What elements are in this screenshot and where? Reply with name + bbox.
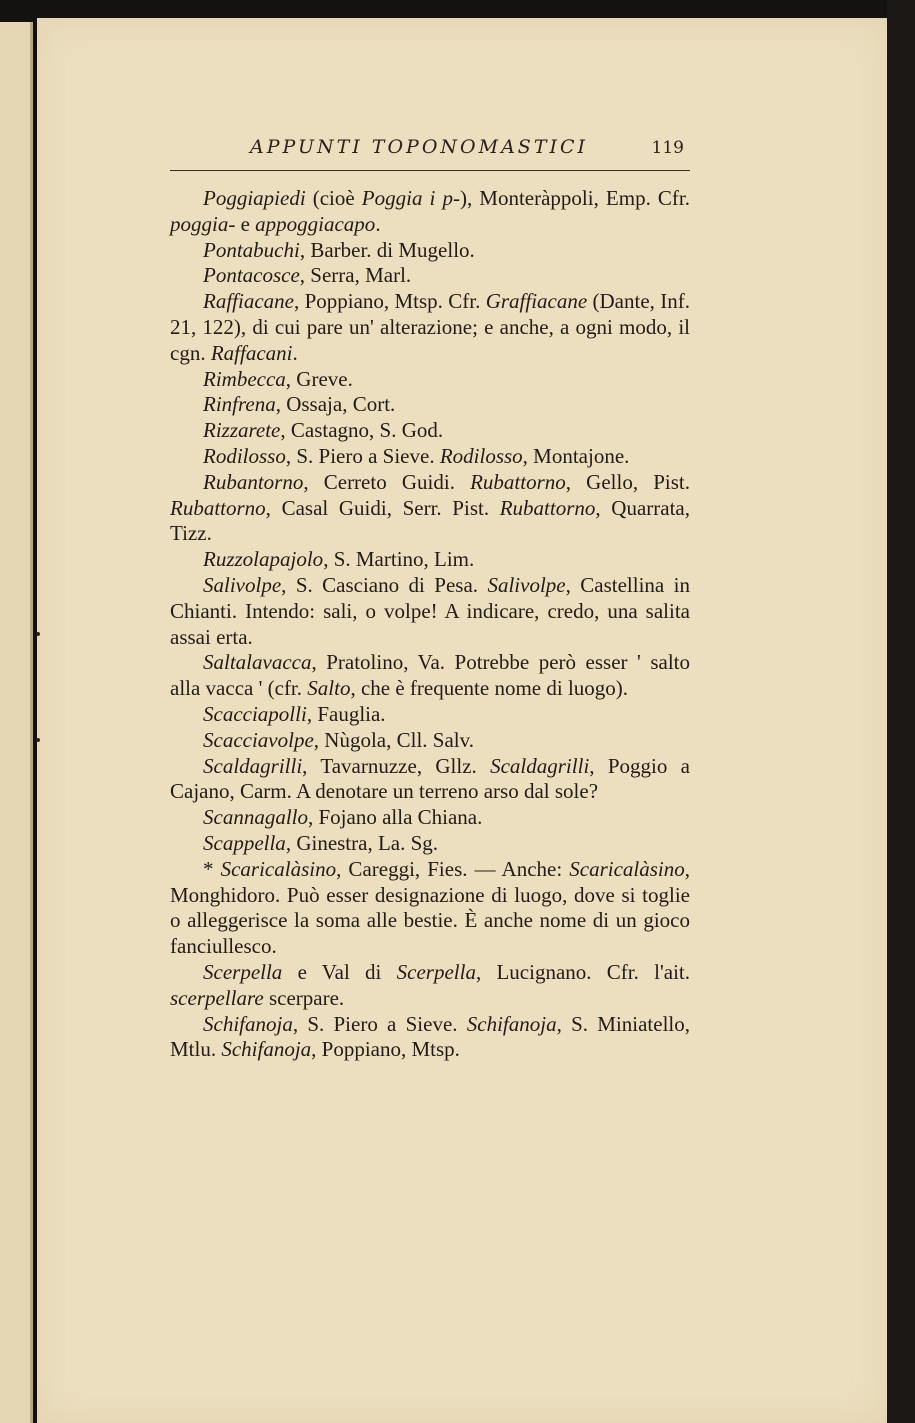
- entry-text: , Castellina in Chianti. Intendo: sali, o volpe! A indicare, credo, una salita assai erta.: [170, 572, 690, 649]
- entry-text: , Nùgola, Cll. Salv.: [313, 727, 474, 752]
- entry-italic-term: Scaldagrilli: [203, 753, 303, 778]
- dictionary-entry: [170, 650, 690, 702]
- entry-italic-term: Rodilosso: [439, 443, 523, 468]
- previous-page-edge: [0, 22, 33, 1423]
- entry-text: , Careggi, Fies. — Anche:: [336, 856, 570, 881]
- entry-text: , Pratolino, Va. Potrebbe però esser ' salto alla vacca ' (cfr.: [170, 650, 690, 701]
- entry-italic-term: Raffiacane: [203, 289, 294, 314]
- dictionary-entry: [170, 367, 690, 393]
- margin-speck: [36, 632, 40, 636]
- entry-text: , Gello, Pist.: [565, 469, 690, 494]
- entry-text: e: [235, 211, 256, 236]
- entry-text: , Greve.: [285, 366, 353, 391]
- entry-text: , Montajone.: [522, 443, 630, 468]
- entry-text: , S. Miniatello, Mtlu.: [170, 1011, 691, 1062]
- entry-italic-term: Poggia i p-: [361, 186, 460, 210]
- entry-text: , Ossaja, Cort.: [275, 392, 396, 417]
- entry-text: , Fauglia.: [306, 701, 386, 726]
- dictionary-entry: [170, 728, 690, 754]
- dictionary-entry: [170, 470, 690, 547]
- dictionary-entry: [170, 392, 690, 418]
- entry-text: , Monghidoro. Può esser designazione di luogo, dove si toglie o alleggerisce la soma alle bestie. È anche nome di un gioco fanciullesco.: [170, 856, 691, 959]
- entry-italic-term: Scaldagrilli: [490, 753, 590, 778]
- entry-text: , Fojano alla Chiana.: [308, 805, 483, 830]
- dictionary-entry: [170, 960, 690, 1012]
- entry-text: , S. Casciano di Pesa.: [281, 572, 488, 597]
- entry-italic-term: scerpellare: [170, 985, 264, 1010]
- entry-text: , Quarrata, Tizz.: [170, 495, 690, 546]
- dictionary-entry: [170, 1012, 690, 1064]
- dictionary-entry: [170, 805, 690, 831]
- entry-italic-term: poggia-: [170, 211, 236, 236]
- dictionary-entry: [170, 702, 690, 728]
- entry-italic-term: Raffacani: [210, 340, 293, 365]
- entry-italic-term: Scannagallo: [203, 805, 308, 830]
- entry-italic-term: Rizzarete: [203, 418, 281, 443]
- dictionary-entry: [170, 573, 690, 650]
- entry-text: (Dante, Inf. 21, 122), di cui pare un' alterazione; e anche, a ogni modo, il cgn.: [170, 289, 690, 365]
- entry-italic-term: Rubantorno: [203, 469, 304, 494]
- entry-italic-term: Salivolpe: [203, 572, 282, 597]
- body-text: [170, 186, 690, 1063]
- entry-text: , Cerreto Guidi.: [303, 469, 471, 494]
- entry-italic-term: Scappella: [203, 830, 286, 855]
- entry-italic-term: Rodilosso: [203, 443, 286, 468]
- entry-italic-term: Schifanoja: [221, 1037, 312, 1062]
- dictionary-entry: [170, 289, 690, 366]
- entry-italic-term: Poggiapiedi: [203, 186, 306, 210]
- entry-text: .: [375, 211, 381, 236]
- entry-italic-term: Rinfrena: [203, 392, 276, 417]
- entry-text: *: [203, 856, 221, 881]
- entry-text: , S. Martino, Lim.: [323, 547, 475, 572]
- entry-text: , che è frequente nome di luogo).: [350, 676, 629, 701]
- dictionary-entry: [170, 754, 690, 806]
- entry-italic-term: Scerpella: [396, 959, 476, 984]
- entry-text: , Castagno, S. God.: [280, 418, 444, 443]
- entry-text: (cioè: [305, 186, 362, 210]
- dictionary-entry: [170, 238, 690, 264]
- page-number: 119: [651, 138, 684, 158]
- entry-italic-term: Rubattorno: [170, 495, 266, 520]
- entry-text: , Lucignano. Cfr. l'ait.: [475, 959, 690, 984]
- entry-text: .: [292, 340, 298, 365]
- dictionary-entry: [170, 857, 690, 960]
- entry-italic-term: Scacciavolpe: [203, 727, 314, 752]
- dictionary-entry: [170, 444, 690, 470]
- margin-speck: [36, 738, 40, 742]
- entry-text: , Tavarnuzze, Gllz.: [302, 753, 491, 778]
- entry-italic-term: Scacciapolli: [203, 701, 307, 726]
- entry-text: , Poppiano, Mtsp.: [311, 1037, 460, 1062]
- page-header: [170, 136, 690, 171]
- entry-italic-term: Pontacosce: [203, 263, 300, 288]
- entry-text: e Val di: [282, 959, 397, 984]
- entry-text: , S. Piero a Sieve.: [285, 443, 440, 468]
- entry-italic-term: Scerpella: [203, 959, 283, 984]
- scan-border: [887, 0, 915, 1423]
- entry-italic-term: Schifanoja: [466, 1011, 557, 1036]
- entry-text: , Poggio a Cajano, Carm. A denotare un terreno arso dal sole?: [170, 753, 690, 804]
- entry-italic-term: Saltalavacca: [203, 650, 312, 675]
- entry-text: , S. Piero a Sieve.: [292, 1011, 467, 1036]
- entry-italic-term: Salto: [307, 676, 351, 701]
- entry-italic-term: Pontabuchi: [203, 237, 300, 262]
- entry-text: , Ginestra, La. Sg.: [285, 830, 439, 855]
- running-title: APPUNTI TOPONOMASTICI: [250, 136, 589, 158]
- entry-italic-term: Rubattorno: [499, 495, 596, 520]
- dictionary-entry: [170, 831, 690, 857]
- entry-italic-term: Graffiacane: [485, 289, 588, 314]
- entry-italic-term: Rubattorno: [470, 469, 566, 494]
- entry-italic-term: Ruzzolapajolo: [203, 547, 324, 572]
- entry-text: , Poppiano, Mtsp. Cfr.: [293, 289, 486, 314]
- entry-text: , Casal Guidi, Serr. Pist.: [265, 495, 500, 520]
- dictionary-entry: [170, 418, 690, 444]
- dictionary-entry: [170, 186, 690, 238]
- entry-italic-term: Rimbecca: [203, 366, 286, 391]
- entry-italic-term: Scaricalàsino: [569, 856, 685, 881]
- entry-text: scerpare.: [263, 985, 345, 1010]
- entry-text: , Barber. di Mugello.: [299, 237, 475, 262]
- entry-italic-term: Salivolpe: [487, 572, 566, 597]
- entry-italic-term: Schifanoja: [203, 1011, 293, 1036]
- entry-italic-term: Scaricalàsino: [220, 856, 337, 881]
- dictionary-entry: [170, 263, 690, 289]
- dictionary-entry: [170, 547, 690, 573]
- entry-text: ), Monteràppoli, Emp. Cfr.: [459, 186, 690, 210]
- entry-text: , Serra, Marl.: [299, 263, 412, 288]
- entry-italic-term: appoggiacapo: [255, 211, 376, 236]
